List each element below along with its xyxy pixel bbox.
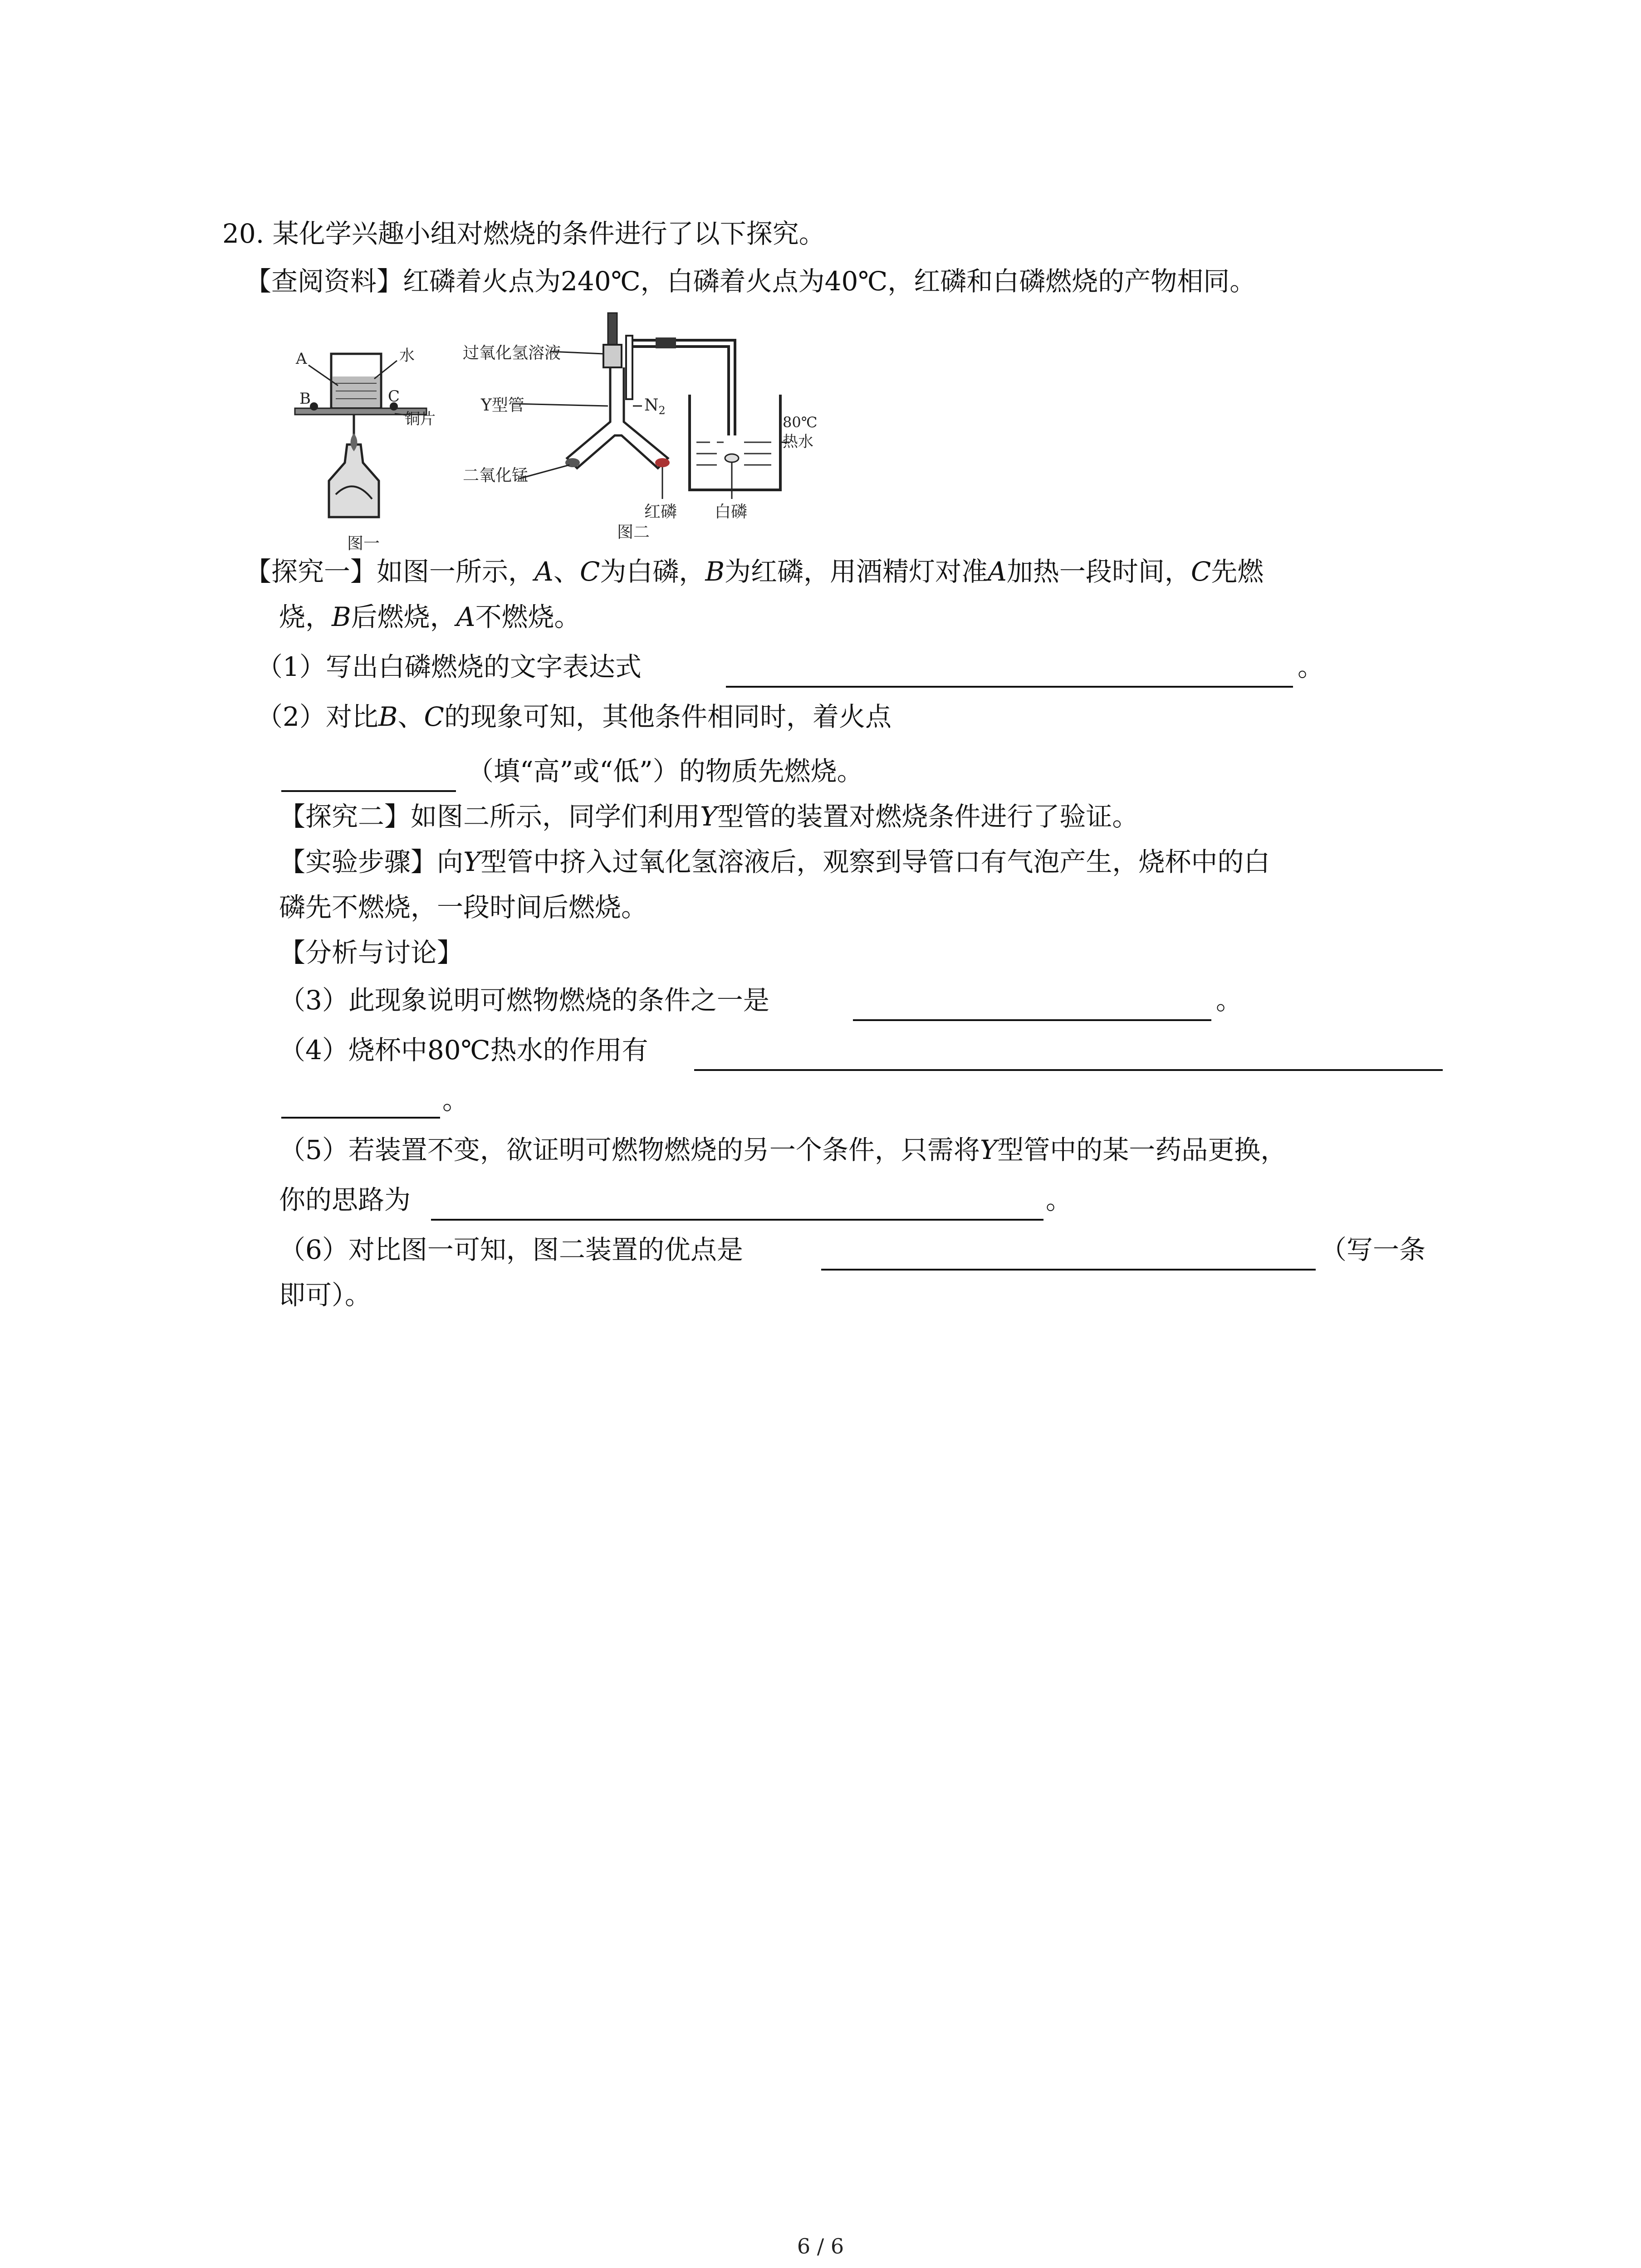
var-a: A [987, 556, 1007, 587]
explore-1-head: 【探究一】 [245, 556, 377, 587]
explore-1-text: 为白磷， [600, 556, 705, 587]
var-b: B [332, 601, 351, 632]
q2-text: （2）对比 [256, 701, 378, 732]
q2-text: 、 [397, 701, 424, 732]
question-intro: 某化学兴趣小组对燃烧的条件进行了以下探究。 [272, 218, 825, 249]
explore-1-text: 后燃烧， [351, 601, 456, 632]
var-c: C [424, 701, 444, 732]
figure-1 [286, 340, 436, 558]
fig2-label-white-p: 白磷 [715, 503, 748, 521]
explore-1-line-1 [245, 556, 1264, 587]
steps-line-2: 磷先不燃烧，一段时间后燃烧。 [279, 892, 648, 923]
material-line [245, 265, 1256, 297]
steps-line-1 [279, 846, 1270, 878]
fig1-label-c: C [388, 387, 400, 406]
q2-line-2: （填“高”或“低”）的物质先燃烧。 [467, 756, 863, 787]
var-y: Y [980, 1134, 998, 1165]
figure-2-drawing [463, 308, 862, 544]
figure-2 [463, 308, 862, 544]
explore-1-text: 为红磷，用酒精灯对准 [724, 556, 988, 587]
explore-1-text: 不燃烧。 [475, 601, 581, 632]
fig1-label-a: A [296, 350, 307, 368]
q1-text: （1）写出白磷燃烧的文字表达式 [256, 651, 642, 682]
var-a: A [456, 601, 475, 632]
steps-head: 【实验步骤】 [279, 846, 437, 877]
var-c: C [579, 556, 600, 587]
q5-text: 型管中的某一药品更换， [997, 1134, 1287, 1165]
var-a: A [534, 556, 554, 587]
steps-text: 向 [437, 846, 464, 877]
q6-text: （6）对比图一可知，图二装置的优点是 [279, 1234, 743, 1265]
fig2-caption: 图二 [617, 523, 650, 542]
q6-answer-blank[interactable] [821, 1245, 1316, 1271]
explore-1-text: 加热一段时间， [1006, 556, 1191, 587]
analysis-head: 【分析与讨论】 [279, 937, 464, 968]
q5-line-2: 你的思路为 [279, 1184, 411, 1215]
q2-answer-blank[interactable] [281, 767, 456, 792]
figure-1-drawing [286, 340, 436, 558]
q5-answer-blank[interactable] [431, 1195, 1043, 1221]
q1-answer-blank[interactable] [726, 662, 1293, 688]
q4-answer-blank-1[interactable] [694, 1046, 1443, 1071]
fig2-label-n2: $N_2$ [644, 396, 666, 417]
explore-1-text: 先燃 [1211, 556, 1264, 587]
steps-text: 型管中挤入过氧化氢溶液后，观察到导管口有气泡产生，烧杯中的白 [480, 846, 1270, 877]
q5-end: 。 [1046, 1184, 1073, 1215]
fig1-label-water: 水 [399, 347, 415, 365]
fig2-label-ytube: Y型管 [481, 396, 524, 415]
question-number: 20. [222, 218, 265, 249]
fig2-label-80c: 80℃ [783, 414, 818, 431]
fig2-label-red-p: 红磷 [644, 503, 677, 521]
explore-2-line [279, 801, 1138, 832]
explore-2-head: 【探究二】 [279, 801, 411, 832]
q5-text: （5）若装置不变，欲证明可燃物燃烧的另一个条件，只需将 [279, 1134, 980, 1165]
q4-text: （4）烧杯中80℃热水的作用有 [279, 1035, 648, 1066]
q4-answer-blank-2[interactable] [281, 1093, 440, 1119]
var-c: C [1190, 556, 1211, 587]
fig2-label-mno2: 二氧化锰 [463, 466, 529, 485]
q3-answer-blank[interactable] [853, 996, 1211, 1021]
var-y: Y [463, 846, 481, 877]
page-number: 6 / 6 [797, 2234, 844, 2258]
fig1-label-b: B [299, 390, 311, 408]
explore-1-text: 如图一所示， [377, 556, 535, 587]
q6-line-2: 即可）。 [279, 1280, 372, 1310]
fig2-label-h2o2: 过氧化氢溶液 [463, 344, 561, 362]
explore-2-text: 如图二所示，同学们利用 [411, 801, 700, 832]
material-head: 【查阅资料】 [245, 266, 403, 297]
question-intro-line [222, 218, 825, 249]
q1-line [256, 651, 642, 683]
explore-1-text: 烧， [279, 601, 332, 632]
var-b: B [705, 556, 725, 587]
q4-end: 。 [442, 1085, 469, 1115]
q5-line-1 [279, 1134, 1287, 1166]
explore-1-line-2 [279, 601, 581, 633]
q6-end: （写一条 [1320, 1234, 1426, 1265]
explore-1-text: 、 [553, 556, 580, 587]
var-y: Y [700, 801, 718, 832]
material-text: 红磷着火点为240℃，白磷着火点为40℃，红磷和白磷燃烧的产物相同。 [403, 266, 1256, 297]
fig1-caption: 图一 [347, 534, 380, 553]
q2-line-1 [256, 701, 892, 733]
explore-2-text: 型管的装置对燃烧条件进行了验证。 [717, 801, 1139, 832]
q1-end: 。 [1298, 651, 1324, 682]
q2-text: 的现象可知，其他条件相同时，着火点 [444, 701, 892, 732]
q3-end: 。 [1216, 985, 1243, 1016]
fig2-label-hot-water: 热水 [783, 433, 813, 451]
fig1-label-copper: 铜片 [405, 410, 436, 428]
var-b: B [378, 701, 398, 732]
q3-text: （3）此现象说明可燃物燃烧的条件之一是 [279, 985, 769, 1016]
